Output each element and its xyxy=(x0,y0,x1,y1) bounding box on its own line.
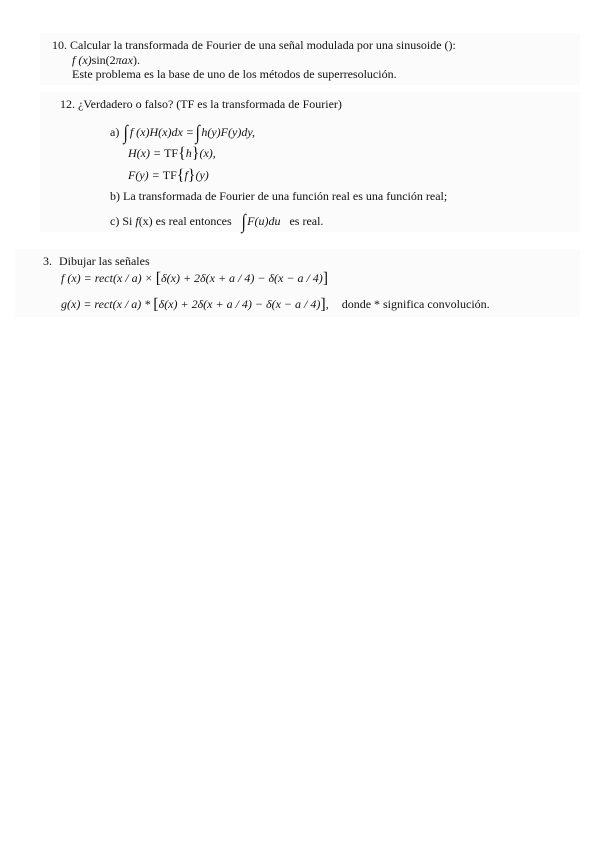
problem-10-formula xyxy=(72,53,140,67)
item-a-formula-left: f (x)H(x)dx = xyxy=(129,125,194,139)
problem-12-item-b: b) La transformada de Fourier de una función real es una función real; xyxy=(110,189,448,203)
problem-10-formula-lhs: f (x) xyxy=(72,53,92,67)
problem-12-block xyxy=(40,92,580,232)
h-def-end: (x), xyxy=(199,146,216,160)
f-def-lhs: F(y) = xyxy=(128,168,163,182)
f-def-arg: f xyxy=(184,168,188,182)
left-bracket: [ xyxy=(153,296,159,313)
item-c-integrand: F(u)du xyxy=(247,214,281,228)
item-c-suffix: es real. xyxy=(289,214,324,228)
problem-10-statement: Calcular la transformada de Fourier de una señal modulada por una sinusoide (): xyxy=(70,38,456,52)
problem-3-statement-line xyxy=(43,254,150,268)
item-a-formula-right: h(y)F(y)dy, xyxy=(201,125,255,139)
problem-12-item-c xyxy=(110,211,324,233)
item-c-fx: f xyxy=(135,214,139,228)
problem-10-note: Este problema es la base de uno de los métodos de superresolución. xyxy=(72,67,397,81)
h-def-arg: h xyxy=(185,146,192,160)
problem-3-g-signal xyxy=(61,297,490,311)
problem-12-statement-line xyxy=(60,97,342,111)
problem-10-number: 10. xyxy=(52,38,67,52)
right-bracket: ] xyxy=(320,296,326,313)
h-def-lhs: H(x) = xyxy=(128,146,165,160)
item-c-prefix: c) Si xyxy=(110,214,136,228)
integral-sign: ∫ xyxy=(123,122,129,144)
problem-10-formula-pi: π xyxy=(115,53,122,67)
comma: , xyxy=(325,297,329,311)
integral-sign: ∫ xyxy=(241,211,246,233)
g-signal-body: δ(x) + 2δ(x + a / 4) − δ(x − a / 4) xyxy=(158,297,321,311)
problem-3-f-signal xyxy=(61,271,328,285)
f-signal-body: δ(x) + 2δ(x + a / 4) − δ(x − a / 4) xyxy=(161,271,323,285)
problem-12-h-definition xyxy=(128,146,216,160)
problem-10-statement-line xyxy=(52,38,456,52)
h-def-tf: TF xyxy=(164,146,179,160)
problem-12-item-a xyxy=(110,122,255,144)
left-brace: { xyxy=(178,145,186,162)
left-bracket: [ xyxy=(155,270,162,287)
right-brace: } xyxy=(187,167,196,184)
problem-12-statement: ¿Verdadero o falso? (TF es la transformada de Fourier) xyxy=(78,97,342,111)
g-signal-lhs: g(x) = rect(x / a) * xyxy=(61,297,154,311)
problem-10-formula-ax: ax xyxy=(121,53,133,67)
left-brace: { xyxy=(176,167,185,184)
problem-3-block xyxy=(15,249,580,317)
item-a-label: a) xyxy=(110,125,120,139)
integral-sign: ∫ xyxy=(195,122,200,144)
right-brace: } xyxy=(191,145,200,162)
f-def-end: (y) xyxy=(195,168,209,182)
f-signal-lhs: f (x) = rect(x / a) × xyxy=(61,271,156,285)
item-c-mid: (x) es real entonces xyxy=(138,214,232,228)
problem-12-f-definition xyxy=(128,168,209,182)
problem-3-number: 3. xyxy=(43,254,52,268)
problem-10-block xyxy=(40,33,580,85)
problem-10-formula-sin: sin(2 xyxy=(91,53,116,67)
g-signal-note: donde * significa convolución. xyxy=(341,297,490,311)
right-bracket: ] xyxy=(322,270,329,287)
problem-12-number: 12. xyxy=(60,97,75,111)
problem-10-formula-end: ). xyxy=(133,53,140,67)
problem-3-statement: Dibujar las señales xyxy=(59,254,150,268)
f-def-tf: TF xyxy=(162,168,177,182)
